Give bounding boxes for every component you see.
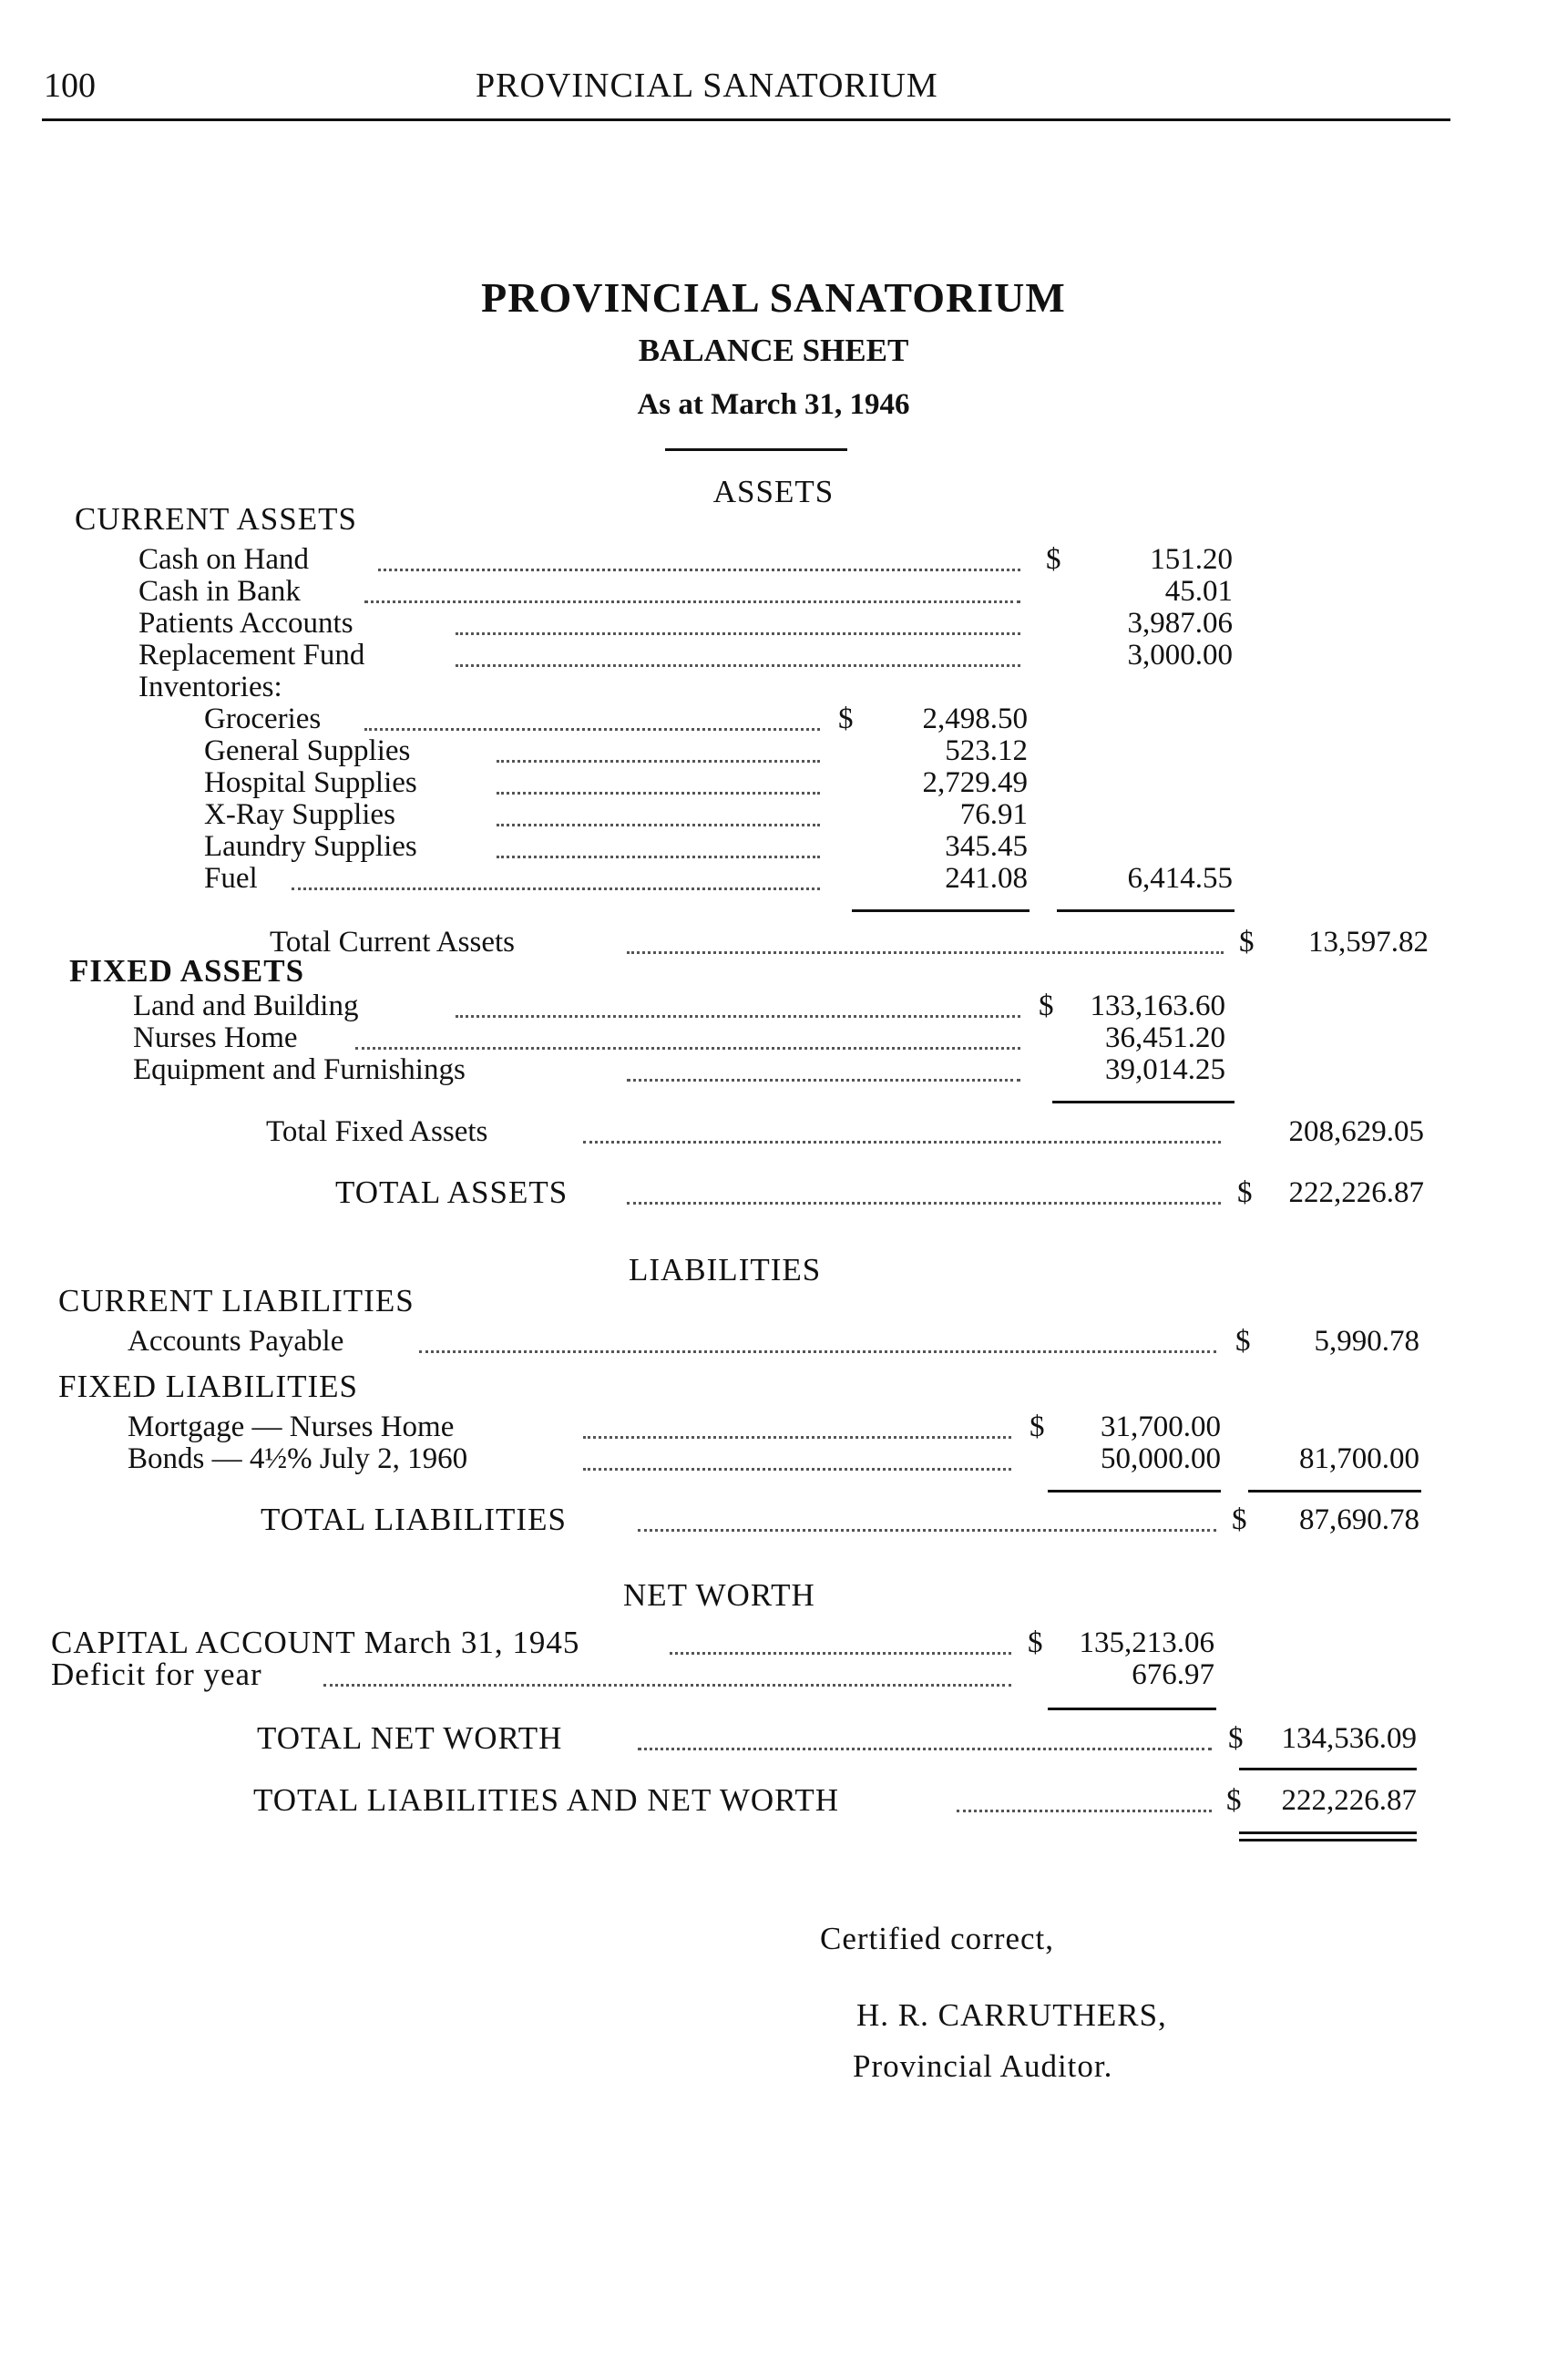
replacement-fund-value: 3,000.00 — [1127, 639, 1233, 672]
leader-dots — [456, 1015, 1020, 1018]
bonds-label: Bonds — 4½% July 2, 1960 — [128, 1442, 468, 1475]
fuel-label: Fuel — [204, 862, 258, 895]
laundry-supplies-label: Laundry Supplies — [204, 830, 417, 863]
leader-dots — [957, 1810, 1212, 1812]
land-building-value: 133,163.60 — [1090, 990, 1225, 1022]
leader-dots — [456, 632, 1020, 635]
land-building-label: Land and Building — [133, 990, 359, 1022]
running-title: PROVINCIAL SANATORIUM — [476, 67, 938, 105]
total-net-worth-label: TOTAL NET WORTH — [257, 1720, 563, 1756]
subtotal-rule — [852, 909, 1030, 912]
general-supplies-label: General Supplies — [204, 734, 411, 767]
laundry-supplies-value: 345.45 — [945, 830, 1028, 863]
subtotal-rule — [1248, 1490, 1421, 1493]
subtotal-rule — [1048, 1490, 1221, 1493]
patients-accounts-value: 3,987.06 — [1127, 607, 1233, 640]
xray-supplies-value: 76.91 — [959, 798, 1028, 831]
replacement-fund-label: Replacement Fund — [138, 639, 365, 672]
fixed-assets-heading: FIXED ASSETS — [69, 953, 305, 989]
subtotal-rule — [1048, 1708, 1216, 1710]
total-net-worth-value: 134,536.09 — [1281, 1722, 1417, 1755]
leader-dots — [638, 1529, 1216, 1532]
leader-dots — [292, 887, 820, 890]
dollar-sign: $ — [1226, 1784, 1242, 1817]
certified-line: Certified correct, — [820, 1921, 1055, 1956]
leader-dots — [355, 1047, 1020, 1050]
leader-dots — [583, 1468, 1011, 1471]
net-worth-heading: NET WORTH — [623, 1577, 815, 1613]
fixed-liabilities-total-value: 81,700.00 — [1299, 1442, 1419, 1475]
cash-on-hand-label: Cash on Hand — [138, 543, 309, 576]
leader-dots — [378, 569, 1020, 571]
dollar-sign: $ — [1028, 1626, 1043, 1659]
document-title: BALANCE SHEET — [638, 333, 909, 368]
accounts-payable-label: Accounts Payable — [128, 1325, 344, 1358]
inventories-label: Inventories: — [138, 671, 282, 703]
liabilities-heading: LIABILITIES — [629, 1252, 822, 1287]
leader-dots — [583, 1141, 1221, 1144]
dollar-sign: $ — [1046, 543, 1061, 576]
deficit-label: Deficit for year — [51, 1657, 262, 1692]
leader-dots — [638, 1748, 1212, 1750]
hospital-supplies-label: Hospital Supplies — [204, 766, 417, 799]
mortgage-label: Mortgage — Nurses Home — [128, 1411, 455, 1443]
double-rule — [1239, 1839, 1417, 1841]
double-rule — [1239, 1831, 1417, 1834]
groceries-value: 2,498.50 — [922, 703, 1028, 735]
leader-dots — [497, 760, 820, 763]
page-number: 100 — [44, 67, 96, 105]
deficit-value: 676.97 — [1132, 1658, 1214, 1691]
general-supplies-value: 523.12 — [945, 734, 1028, 767]
cash-in-bank-value: 45.01 — [1164, 575, 1233, 608]
leader-dots — [670, 1652, 1011, 1655]
total-current-assets-label: Total Current Assets — [270, 926, 515, 959]
total-assets-label: TOTAL ASSETS — [335, 1175, 569, 1210]
auditor-title: Provincial Auditor. — [853, 2048, 1113, 2084]
current-assets-heading: CURRENT ASSETS — [75, 501, 357, 537]
document-org: PROVINCIAL SANATORIUM — [481, 274, 1066, 321]
dollar-sign: $ — [1030, 1411, 1045, 1443]
total-fixed-assets-value: 208,629.05 — [1288, 1115, 1424, 1148]
document-date: As at March 31, 1946 — [637, 388, 910, 421]
total-current-assets-value: 13,597.82 — [1308, 926, 1429, 959]
patients-accounts-label: Patients Accounts — [138, 607, 353, 640]
current-liabilities-heading: CURRENT LIABILITIES — [58, 1283, 415, 1318]
equipment-label: Equipment and Furnishings — [133, 1053, 466, 1086]
groceries-label: Groceries — [204, 703, 322, 735]
leader-dots — [627, 1202, 1221, 1205]
total-assets-value: 222,226.87 — [1288, 1176, 1424, 1209]
subtotal-rule — [1057, 909, 1235, 912]
dollar-sign: $ — [1239, 926, 1255, 959]
bonds-value: 50,000.00 — [1101, 1442, 1221, 1475]
capital-account-label: CAPITAL ACCOUNT March 31, 1945 — [51, 1625, 580, 1660]
leader-dots — [364, 600, 1020, 603]
leader-dots — [497, 792, 820, 795]
equipment-value: 39,014.25 — [1105, 1053, 1225, 1086]
inventories-total-value: 6,414.55 — [1127, 862, 1233, 895]
accounts-payable-value: 5,990.78 — [1314, 1325, 1419, 1358]
capital-account-value: 135,213.06 — [1079, 1626, 1214, 1659]
cash-on-hand-value: 151.20 — [1150, 543, 1233, 576]
subtotal-rule — [1052, 1101, 1235, 1103]
dollar-sign: $ — [1237, 1176, 1253, 1209]
fixed-liabilities-heading: FIXED LIABILITIES — [58, 1369, 359, 1404]
hospital-supplies-value: 2,729.49 — [922, 766, 1028, 799]
leader-dots — [627, 951, 1224, 954]
leader-dots — [323, 1684, 1011, 1687]
grand-total-label: TOTAL LIABILITIES AND NET WORTH — [253, 1782, 840, 1818]
leader-dots — [497, 856, 820, 858]
total-fixed-assets-label: Total Fixed Assets — [266, 1115, 488, 1148]
dollar-sign: $ — [1228, 1722, 1244, 1755]
xray-supplies-label: X-Ray Supplies — [204, 798, 395, 831]
leader-dots — [583, 1436, 1011, 1439]
leader-dots — [627, 1079, 1020, 1082]
total-liabilities-value: 87,690.78 — [1299, 1503, 1419, 1536]
subtotal-rule — [1239, 1768, 1417, 1770]
total-liabilities-label: TOTAL LIABILITIES — [261, 1502, 567, 1537]
mortgage-value: 31,700.00 — [1101, 1411, 1221, 1443]
header-rule — [42, 118, 1450, 121]
leader-dots — [364, 728, 820, 731]
dollar-sign: $ — [1232, 1503, 1247, 1536]
nurses-home-label: Nurses Home — [133, 1021, 298, 1054]
leader-dots — [456, 664, 1020, 667]
dollar-sign: $ — [838, 703, 854, 735]
fuel-value: 241.08 — [945, 862, 1028, 895]
cash-in-bank-label: Cash in Bank — [138, 575, 301, 608]
assets-heading: ASSETS — [712, 474, 835, 509]
auditor-name: H. R. CARRUTHERS, — [856, 1997, 1167, 2033]
leader-dots — [419, 1350, 1216, 1353]
nurses-home-value: 36,451.20 — [1105, 1021, 1225, 1054]
grand-total-value: 222,226.87 — [1281, 1784, 1417, 1817]
dollar-sign: $ — [1039, 990, 1054, 1022]
dollar-sign: $ — [1235, 1325, 1251, 1358]
title-rule — [665, 448, 847, 451]
leader-dots — [497, 824, 820, 826]
